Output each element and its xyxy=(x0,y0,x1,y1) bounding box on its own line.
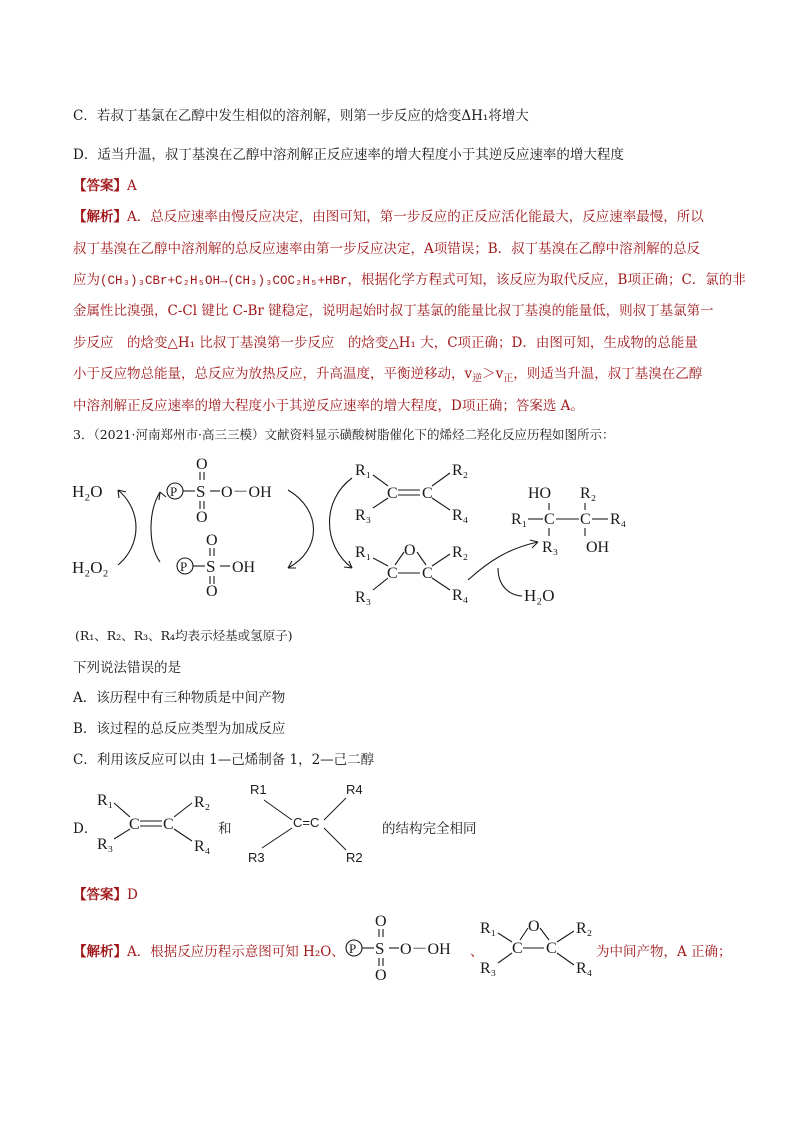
reaction-equation: (CH₃)₃CBr+C₂H₅OH→(CH₃)₃COC₂H₅+HBr xyxy=(100,274,348,288)
h2o-label: H₂O xyxy=(524,586,555,605)
hydroxyl-label: HO xyxy=(528,485,552,502)
oxygen-label: O xyxy=(375,967,387,984)
answer-value: D xyxy=(127,887,138,903)
hydroxyl-label: OH xyxy=(232,559,256,576)
option-d-and: 和 xyxy=(218,821,232,837)
option-a: A．该历程中有三种物质是中间产物 xyxy=(73,690,286,706)
epoxide-oxygen-label: O xyxy=(404,542,416,559)
r2-label: R2 xyxy=(346,850,363,865)
h2o-label: H₂O xyxy=(72,482,103,501)
option-d-suffix: 的结构完全相同 xyxy=(382,821,477,837)
r3-label: R₃ xyxy=(355,507,372,524)
answer-value: A xyxy=(127,178,137,194)
water-arrow-curve xyxy=(498,568,522,596)
oxygen-label: O xyxy=(196,509,208,526)
curved-arrow-right xyxy=(468,542,538,580)
option-d-structure-2 xyxy=(240,780,380,865)
r4-label: R4 xyxy=(346,782,363,797)
r4-label: R₄ xyxy=(452,587,469,604)
analysis-line-5: 步反应 的焓变△H₁ 比叔丁基溴第一步反应 的焓变△H₁ 大，C项正确；D．由图可知，生成物的总能量 xyxy=(73,335,698,351)
substituent-note: (R₁、R₂、R₃、R₄均表示烃基或氢原子) xyxy=(75,628,293,643)
answer-tag: 【答案】 xyxy=(73,178,127,194)
hydroxyl-label: OH xyxy=(586,539,610,556)
r3-label: R₃ xyxy=(97,836,114,853)
r1-label: R₁ xyxy=(97,792,114,809)
carbon-label: C xyxy=(387,565,398,582)
oxygen-label: O xyxy=(206,583,218,600)
r1-label: R₁ xyxy=(355,544,372,561)
option-d-prefix: D． xyxy=(73,821,98,837)
analysis-line-6 xyxy=(73,362,702,385)
r2-label: R₂ xyxy=(452,462,469,479)
arrowhead xyxy=(159,492,166,500)
carbon-label: C xyxy=(422,485,433,502)
r3-label: R₃ xyxy=(480,960,497,977)
carbon-label: C xyxy=(387,485,398,502)
r1-label: R₁ xyxy=(355,462,372,479)
analysis-2-end: 为中间产物，A 正确； xyxy=(596,944,732,960)
option-c: C．利用该反应可以由 1—己烯制备 1，2—己二醇 xyxy=(73,752,375,768)
option-b: B．该过程的总反应类型为加成反应 xyxy=(73,721,286,737)
r2-label: R₂ xyxy=(194,794,211,811)
analysis-tag: 【解析】 xyxy=(73,209,127,225)
r2-label: R₂ xyxy=(580,485,597,502)
r1-label: R1 xyxy=(250,782,267,797)
subscript: 正 xyxy=(503,373,514,385)
answer-tag: 【答案】 xyxy=(73,887,127,903)
double-bond-label: C=C xyxy=(293,815,320,830)
analysis-2-start xyxy=(73,940,345,960)
r4-label: R₄ xyxy=(194,838,211,855)
peroxy-group-label: O－OH xyxy=(400,941,451,958)
oxygen-label: O xyxy=(196,456,208,473)
analysis-epoxide-structure xyxy=(478,915,600,977)
answer-2 xyxy=(73,883,138,903)
epoxide-oxygen-label: O xyxy=(528,918,540,935)
analysis-text: 小于反应物总能量，总反应为放热反应，升高温度，平衡逆移动，v xyxy=(73,366,473,382)
h2o2-label: H₂O₂ xyxy=(72,558,109,577)
oxygen-label: O xyxy=(206,532,218,549)
analysis-text: A．总反应速率由慢反应决定，由图可知，第一步反应的正反应活化能最大，反应速率最慢，所以 xyxy=(127,209,704,225)
question-3-stem: 3．（2021·河南郑州市·高三三模）文献资料显示磺酸树脂催化下的烯烃二羟化反应历程如图所示： xyxy=(73,427,615,442)
carbon-label: C xyxy=(129,816,140,833)
sulfur-label: S xyxy=(375,939,385,958)
answer-1 xyxy=(73,174,137,194)
r2-label: R₂ xyxy=(576,920,593,937)
carbon-label: C xyxy=(580,511,591,528)
r3-label: R₃ xyxy=(355,589,372,606)
r2-label: R₂ xyxy=(452,544,469,561)
r3-label: R3 xyxy=(248,850,265,865)
peroxy-group-label: O－OH xyxy=(221,484,272,501)
resin-p-label: P xyxy=(180,559,188,574)
analysis-text: ＞v xyxy=(482,366,504,382)
arrowhead xyxy=(288,561,296,568)
question-prompt: 下列说法错误的是 xyxy=(73,660,181,676)
option-d-structure-1 xyxy=(92,785,217,860)
r4-label: R₄ xyxy=(452,507,469,524)
carbon-label: C xyxy=(546,940,557,957)
curved-arrow-middle-2 xyxy=(330,478,353,568)
r4-label: R₄ xyxy=(610,511,627,528)
subscript: 逆 xyxy=(472,373,483,385)
oxygen-label: O xyxy=(375,913,387,930)
carbon-label: C xyxy=(163,816,174,833)
sulfur-label: S xyxy=(206,557,216,576)
curved-arrow-middle xyxy=(288,490,314,568)
analysis-line-4: 金属性比溴强，C-Cl 键比 C-Br 键稳定，说明起始时叔丁基氯的能量比叔丁基溴的能量低，则叔丁基氯第一 xyxy=(73,303,714,319)
analysis-text: A．根据反应历程示意图可知 H₂O、 xyxy=(127,944,345,960)
analysis-line-1 xyxy=(73,205,704,225)
analysis-tag: 【解析】 xyxy=(73,944,127,960)
option-c-previous: C．若叔丁基氯在乙醇中发生相似的溶剂解，则第一步反应的焓变ΔH₁将增大 xyxy=(73,108,529,124)
reaction-mechanism-diagram xyxy=(60,450,700,620)
r3-label: R₃ xyxy=(542,539,559,556)
analysis-text: ，根据化学方程式可知，该反应为取代反应，B项正确；C．氯的非 xyxy=(347,272,746,288)
r1-label: R₁ xyxy=(480,920,497,937)
analysis-line-3 xyxy=(73,268,746,288)
analysis-text: 应为 xyxy=(73,272,100,288)
analysis-line-7: 中溶剂解正反应速率的增大程度小于其逆反应速率的增大程度，D项正确；答案选 A。 xyxy=(73,398,584,414)
analysis-separator: 、 xyxy=(470,944,484,960)
r4-label: R₄ xyxy=(576,960,593,977)
resin-p-label: P xyxy=(170,484,178,499)
analysis-line-2: 叔丁基溴在乙醇中溶剂解的总反应速率由第一步反应决定，A项错误；B．叔丁基溴在乙醇中溶剂解的总反 xyxy=(73,241,701,257)
sulfur-label: S xyxy=(196,482,206,501)
carbon-label: C xyxy=(422,565,433,582)
curved-arrow-inner xyxy=(151,492,160,562)
carbon-label: C xyxy=(512,940,523,957)
carbon-label: C xyxy=(544,511,555,528)
option-d-previous: D．适当升温，叔丁基溴在乙醇中溶剂解正反应速率的增大程度小于其逆反应速率的增大程度 xyxy=(73,147,624,163)
r1-label: R₁ xyxy=(511,511,528,528)
resin-p-label: P xyxy=(349,941,357,956)
curved-arrow-left xyxy=(118,490,136,565)
analysis-text: ，则适当升温，叔丁基溴在乙醇 xyxy=(513,366,703,382)
